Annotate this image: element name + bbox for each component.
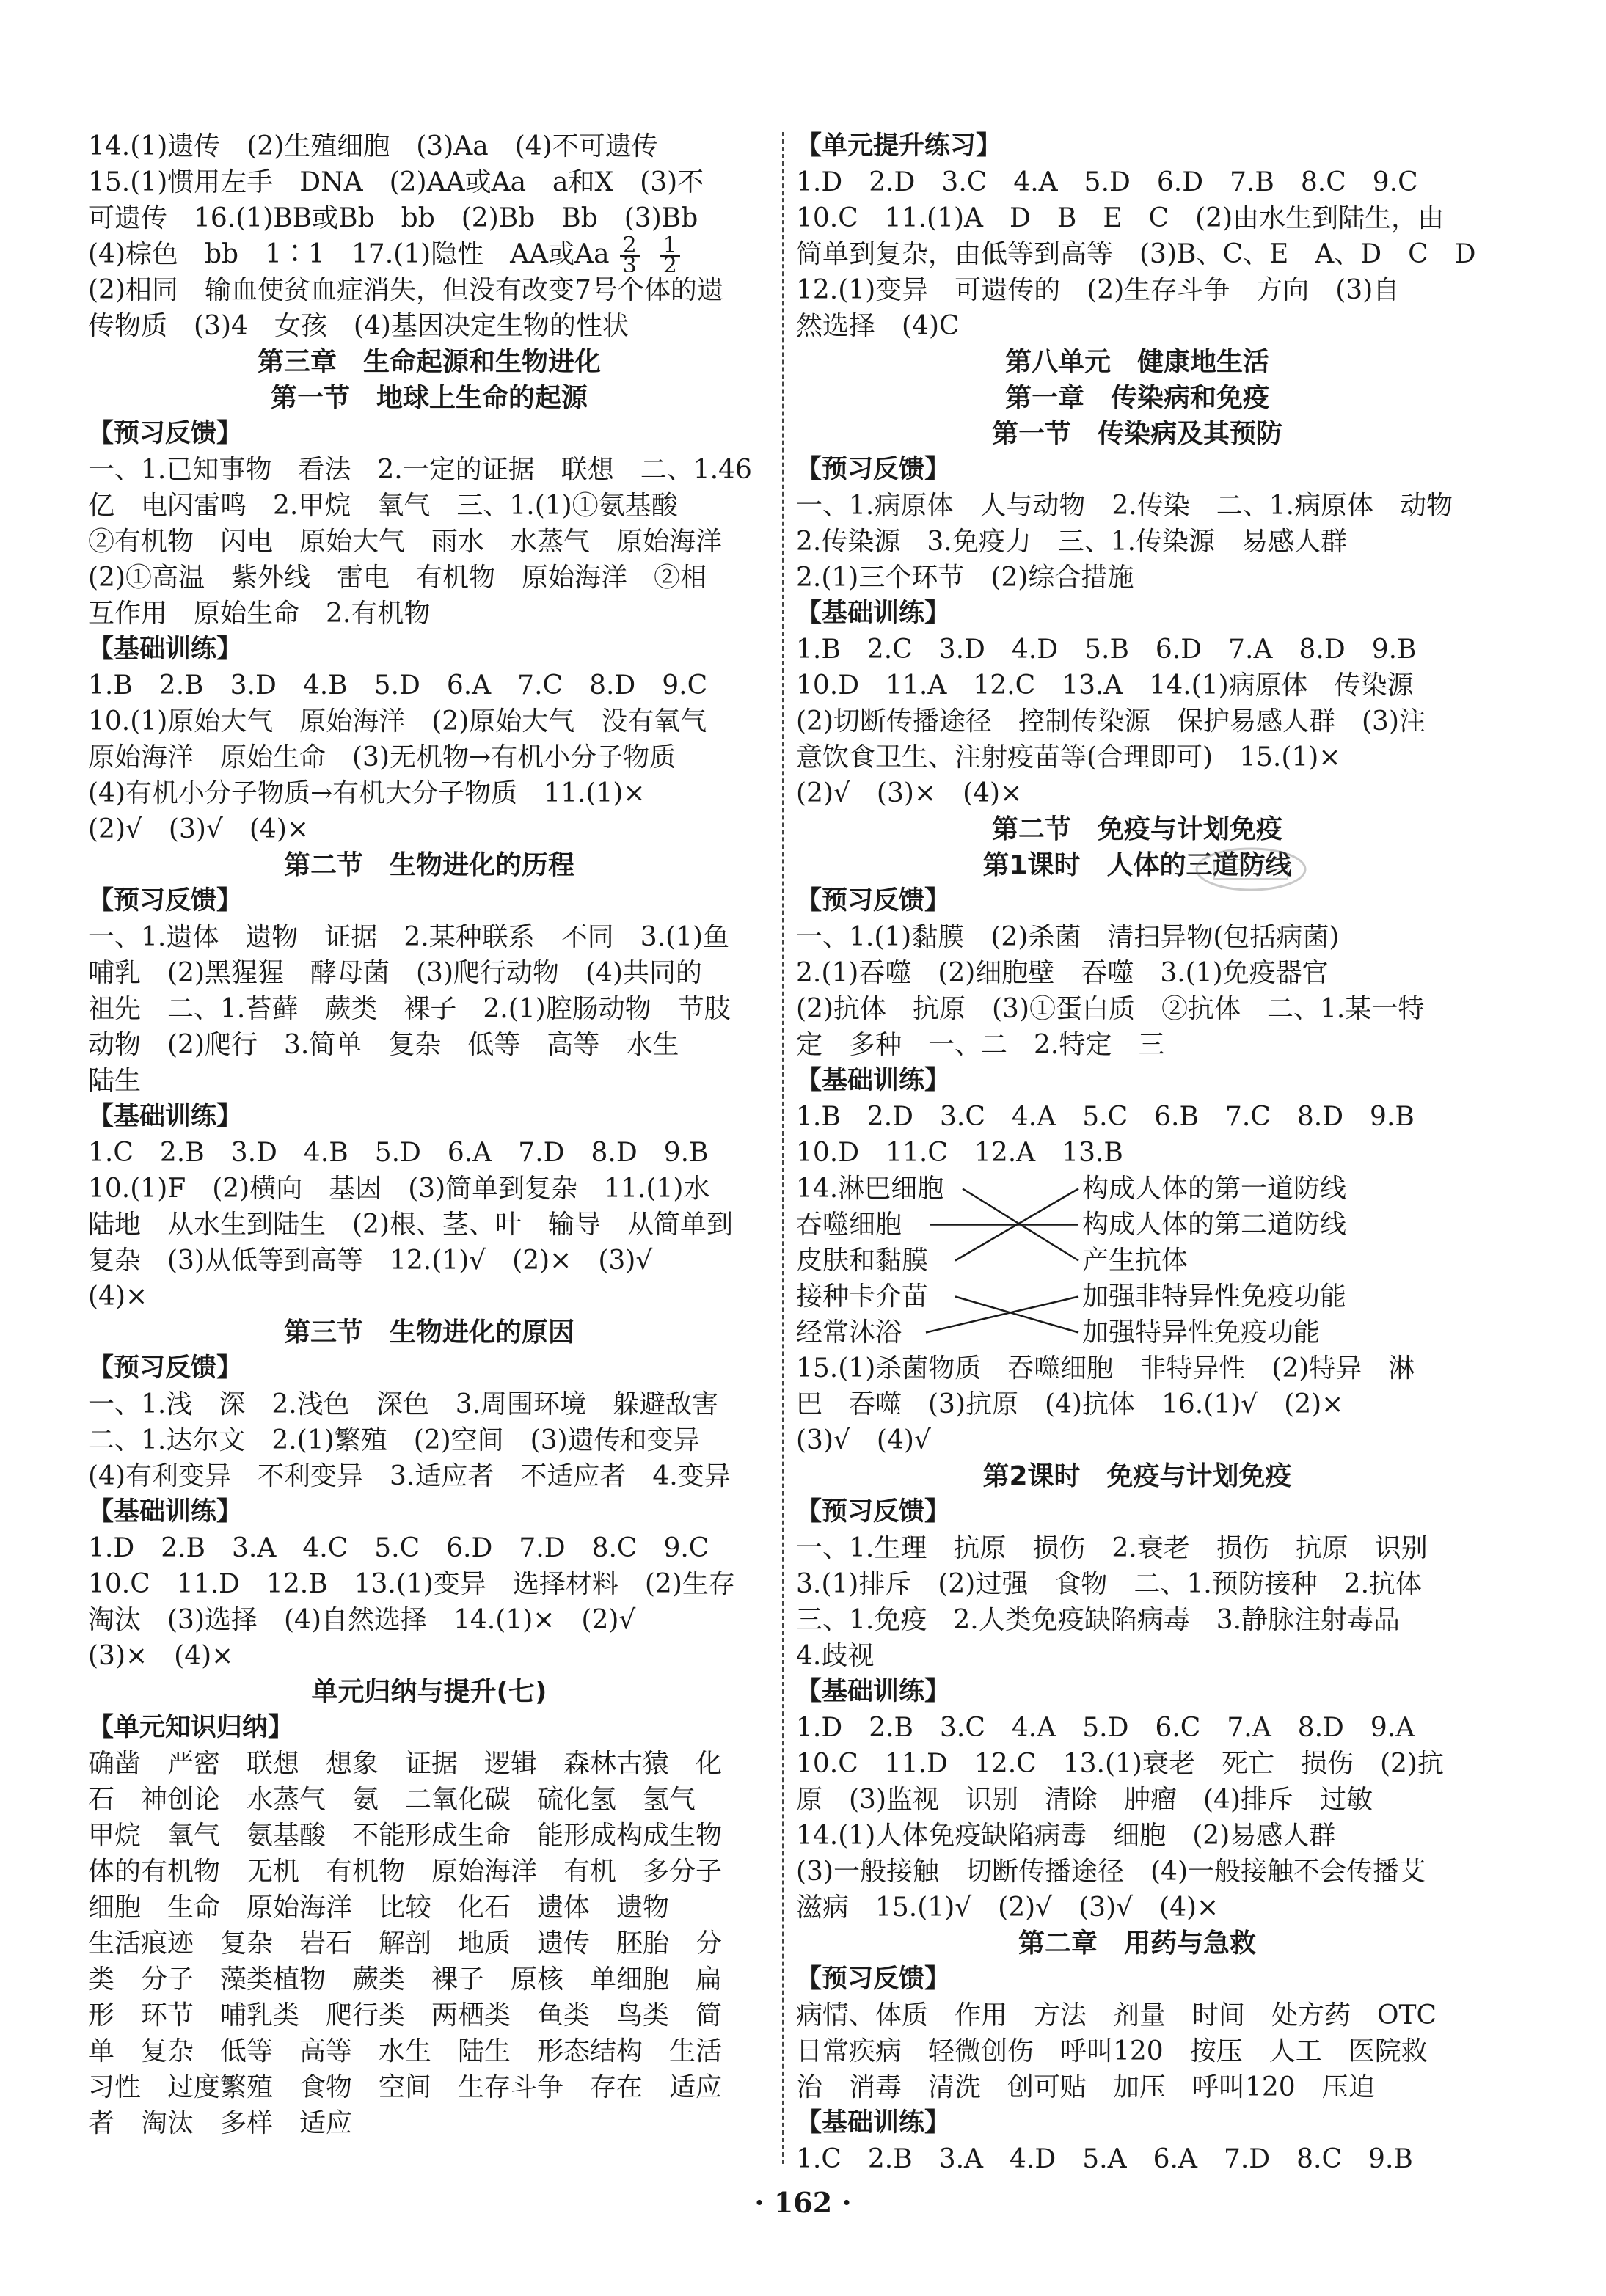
section-heading: 单元归纳与提升(七) xyxy=(311,1677,547,1707)
answer-line: 确凿 严密 联想 想象 证据 逻辑 森林古猿 化 xyxy=(88,1749,723,1779)
answer-line: (3)× (4)× xyxy=(88,1641,234,1671)
answer-line: 10.(1)原始大气 原始海洋 (2)原始大气 没有氧气 xyxy=(88,706,707,736)
answer-line: 1.C 2.B 3.D 4.B 5.D 6.A 7.D 8.D 9.B xyxy=(88,1138,709,1168)
subsection-label: 【预习反馈】 xyxy=(796,1497,951,1527)
right-column-upper xyxy=(796,128,1478,1171)
column-divider xyxy=(782,132,784,2164)
page-number: · 162 · xyxy=(754,2186,852,2219)
answer-line: (4)× xyxy=(88,1282,148,1312)
answer-line: 1.D 2.D 3.C 4.A 5.D 6.D 7.B 8.C 9.C xyxy=(796,167,1418,197)
answer-line: 治 消毒 清洗 创可贴 加压 呼叫120 压迫 xyxy=(796,2072,1375,2102)
answer-line: 1.D 2.B 3.C 4.A 5.D 6.C 7.A 8.D 9.A xyxy=(796,1713,1415,1743)
subsection-label: 【单元知识归纳】 xyxy=(88,1713,294,1742)
answer-line: 10.D 11.A 12.C 13.A 14.(1)病原体 传染源 xyxy=(796,670,1414,701)
answer-line: 传物质 (3)4 女孩 (4)基因决定生物的性状 xyxy=(88,311,629,341)
answer-line: 10.D 11.C 12.A 13.B xyxy=(796,1138,1123,1168)
answer-line: 巴 吞噬 (3)抗原 (4)抗体 16.(1)√ (2)× xyxy=(796,1389,1344,1419)
subsection-label: 【基础训练】 xyxy=(796,2108,951,2138)
subsection-label: 【预习反馈】 xyxy=(796,886,951,915)
answer-line: (4)有机小分子物质→有机大分子物质 11.(1)× xyxy=(88,778,646,808)
subsection-label: 【基础训练】 xyxy=(796,599,951,628)
answer-line: 定 多种 一、二 2.特定 三 xyxy=(796,1030,1165,1060)
subsection-label: 【基础训练】 xyxy=(796,1677,951,1706)
match-right-item: 加强非特异性免疫功能 xyxy=(1082,1282,1347,1312)
answer-line: 淘汰 (3)选择 (4)自然选择 14.(1)× (2)√ xyxy=(88,1605,636,1635)
answer-line: 14.(1)遗传 (2)生殖细胞 (3)Aa (4)不可遗传 xyxy=(88,131,658,161)
answer-line: 病情、体质 作用 方法 剂量 时间 处方药 OTC xyxy=(796,2000,1437,2030)
match-right-item: 产生抗体 xyxy=(1082,1246,1189,1276)
answer-line: (2)切断传播途径 控制传染源 保护易感人群 (3)注 xyxy=(796,706,1426,736)
answer-line: 哺乳 (2)黑猩猩 酵母菌 (3)爬行动物 (4)共同的 xyxy=(88,958,702,988)
answer-line: (2)√ (3)× (4)× xyxy=(796,778,1023,808)
answer-line: 15.(1)杀菌物质 吞噬细胞 非特异性 (2)特异 淋 xyxy=(796,1353,1415,1383)
subsection-label: 【预习反馈】 xyxy=(796,455,951,484)
answer-line: 亿 电闪雷鸣 2.甲烷 氧气 三、1.(1)①氨基酸 xyxy=(88,491,678,521)
answer-line: 可遗传 16.(1)BB或Bb bb (2)Bb Bb (3)Bb xyxy=(88,203,698,233)
answer-line: 2.(1)吞噬 (2)细胞壁 吞噬 3.(1)免疫器官 xyxy=(796,958,1329,988)
answer-line: 甲烷 氧气 氨基酸 不能形成生命 能形成构成生物 xyxy=(88,1821,723,1851)
answer-line: 10.(1)F (2)横向 基因 (3)简单到复杂 11.(1)水 xyxy=(88,1174,710,1204)
section-heading: 第二节 生物进化的历程 xyxy=(283,850,574,880)
answer-line: 动物 (2)爬行 3.简单 复杂 低等 高等 水生 xyxy=(88,1030,679,1060)
answer-text: (4)棕色 bb 1∶1 17.(1)隐性 AA或Aa xyxy=(88,239,610,269)
answer-line: 4.歧视 xyxy=(796,1641,875,1671)
section-heading: 第二章 用药与急救 xyxy=(1018,1928,1256,1959)
subsection-label: 【预习反馈】 xyxy=(88,1353,243,1383)
answer-line xyxy=(88,236,770,272)
subsection-label: 【预习反馈】 xyxy=(88,419,243,448)
answer-line: 形 环节 哺乳类 爬行类 两栖类 鱼类 鸟类 简 xyxy=(88,2000,723,2030)
answer-line: 10.C 11.(1)A D B E C (2)由水生到陆生，由 xyxy=(796,203,1445,233)
answer-line: 1.B 2.D 3.C 4.A 5.C 6.B 7.C 8.D 9.B xyxy=(796,1102,1415,1132)
answer-line: 体的有机物 无机 有机物 原始海洋 有机 多分子 xyxy=(88,1857,723,1887)
subsection-label: 【基础训练】 xyxy=(88,1497,243,1527)
answer-line: (2)相同 输血使贫血症消失，但没有改变7号个体的遗 xyxy=(88,275,723,305)
answer-line: 2.传染源 3.免疫力 三、1.传染源 易感人群 xyxy=(796,527,1348,557)
section-heading: 第一节 传染病及其预防 xyxy=(991,419,1282,449)
answer-line: 1.C 2.B 3.A 4.D 5.A 6.A 7.D 8.C 9.B xyxy=(796,2144,1413,2174)
answer-line: 简单到复杂，由低等到高等 (3)B、C、E A、D C D xyxy=(796,239,1476,269)
answer-line: 滋病 15.(1)√ (2)√ (3)√ (4)× xyxy=(796,1893,1219,1923)
answer-line: 一、1.浅 深 2.浅色 深色 3.周围环境 躲避敌害 xyxy=(88,1389,719,1419)
matching-diagram xyxy=(796,1171,1478,1350)
right-column-lower xyxy=(796,1350,1478,2177)
match-left-item: 吞噬细胞 xyxy=(796,1210,902,1240)
section-heading: 第二节 免疫与计划免疫 xyxy=(991,814,1282,844)
answer-line: 3.(1)排斥 (2)过强 食物 二、1.预防接种 2.抗体 xyxy=(796,1569,1423,1599)
match-right-item: 构成人体的第二道防线 xyxy=(1082,1210,1347,1240)
answer-line: (2)①高温 紫外线 雷电 有机物 原始海洋 ②相 xyxy=(88,563,707,593)
subsection-label: 【基础训练】 xyxy=(88,635,243,664)
answer-line: 1.B 2.C 3.D 4.D 5.B 6.D 7.A 8.D 9.B xyxy=(796,635,1417,665)
fraction-numerator: 2 xyxy=(620,236,640,257)
fraction xyxy=(660,236,680,272)
answer-line: 石 神创论 水蒸气 氨 二氧化碳 硫化氢 氢气 xyxy=(88,1785,696,1815)
answer-line: 一、1.已知事物 看法 2.一定的证据 联想 二、1.46 xyxy=(88,455,752,485)
answer-line: 陆地 从水生到陆生 (2)根、茎、叶 输导 从简单到 xyxy=(88,1210,733,1240)
section-heading: 第一节 地球上生命的起源 xyxy=(270,383,588,413)
answer-line: 然选择 (4)C xyxy=(796,311,960,341)
watermark-stamp-icon xyxy=(1192,844,1310,895)
section-heading: 第三章 生命起源和生物进化 xyxy=(257,347,601,377)
section-heading: 第一章 传染病和免疫 xyxy=(1004,383,1269,413)
answer-line: 者 淘汰 多样 适应 xyxy=(88,2108,353,2138)
answer-line: 单 复杂 低等 高等 水生 陆生 形态结构 生活 xyxy=(88,2036,723,2066)
answer-line: (2)抗体 抗原 (3)①蛋白质 ②抗体 二、1.某一特 xyxy=(796,994,1425,1024)
left-column xyxy=(88,128,770,2141)
fraction-denominator: 2 xyxy=(663,253,677,272)
answer-line: 日常疾病 轻微创伤 呼叫120 按压 人工 医院救 xyxy=(796,2036,1428,2066)
answer-line: 12.(1)变异 可遗传的 (2)生存斗争 方向 (3)自 xyxy=(796,275,1400,305)
answer-line: 15.(1)惯用左手 DNA (2)AA或Aa a和X (3)不 xyxy=(88,167,704,197)
answer-line: 1.B 2.B 3.D 4.B 5.D 6.A 7.C 8.D 9.C xyxy=(88,670,708,701)
answer-line: ②有机物 闪电 原始大气 雨水 水蒸气 原始海洋 xyxy=(88,527,723,557)
subsection-label: 【预习反馈】 xyxy=(796,1964,951,1994)
match-line xyxy=(955,1297,1078,1333)
subsection-label: 【基础训练】 xyxy=(796,1066,951,1095)
answer-line: 一、1.遗体 遗物 证据 2.某种联系 不同 3.(1)鱼 xyxy=(88,922,730,952)
match-left-item: 14.淋巴细胞 xyxy=(796,1174,944,1204)
answer-line: 一、1.(1)黏膜 (2)杀菌 清扫异物(包括病菌) xyxy=(796,922,1340,952)
answer-line: (2)√ (3)√ (4)× xyxy=(88,814,310,844)
answer-line: 一、1.生理 抗原 损伤 2.衰老 损伤 抗原 识别 xyxy=(796,1533,1428,1563)
right-column xyxy=(796,128,1478,2177)
answer-line: 生活痕迹 复杂 岩石 解剖 地质 遗传 胚胎 分 xyxy=(88,1928,723,1959)
answer-line: 祖先 二、1.苔藓 蕨类 裸子 2.(1)腔肠动物 节肢 xyxy=(88,994,731,1024)
section-heading: 第1课时 人体的三道防线 xyxy=(982,850,1292,880)
answer-line: 二、1.达尔文 2.(1)繁殖 (2)空间 (3)遗传和变异 xyxy=(88,1425,700,1455)
answer-line: 2.(1)三个环节 (2)综合措施 xyxy=(796,563,1134,593)
fraction-denominator: 3 xyxy=(622,253,637,272)
answer-line: 10.C 11.D 12.B 13.(1)变异 选择材料 (2)生存 xyxy=(88,1569,735,1599)
match-right-item: 构成人体的第一道防线 xyxy=(1082,1174,1347,1204)
section-heading: 第2课时 免疫与计划免疫 xyxy=(982,1461,1292,1491)
answer-line: 一、1.病原体 人与动物 2.传染 二、1.病原体 动物 xyxy=(796,491,1453,521)
answer-line: 类 分子 藻类植物 蕨类 裸子 原核 单细胞 扁 xyxy=(88,1964,723,1995)
fraction-numerator: 1 xyxy=(660,236,680,257)
answer-line: 三、1.免疫 2.人类免疫缺陷病毒 3.静脉注射毒品 xyxy=(796,1605,1401,1635)
match-left-item: 皮肤和黏膜 xyxy=(796,1246,929,1276)
answer-line: 细胞 生命 原始海洋 比较 化石 遗体 遗物 xyxy=(88,1893,670,1923)
answer-line: 14.(1)人体免疫缺陷病毒 细胞 (2)易感人群 xyxy=(796,1821,1336,1851)
answer-line: (4)有利变异 不利变异 3.适应者 不适应者 4.变异 xyxy=(88,1461,731,1491)
match-right-item: 加强特异性免疫功能 xyxy=(1082,1317,1321,1348)
answer-line: 复杂 (3)从低等到高等 12.(1)√ (2)× (3)√ xyxy=(88,1246,653,1276)
answer-line: 原始海洋 原始生命 (3)无机物→有机小分子物质 xyxy=(88,742,676,772)
subsection-label: 【基础训练】 xyxy=(88,1102,243,1131)
answer-line: 习性 过度繁殖 食物 空间 生存斗争 存在 适应 xyxy=(88,2072,723,2102)
match-line xyxy=(926,1297,1078,1333)
subsection-label: 【单元提升练习】 xyxy=(796,131,1002,161)
answer-line: 陆生 xyxy=(88,1066,142,1096)
section-heading: 第八单元 健康地生活 xyxy=(1004,347,1269,377)
answer-line: 10.C 11.D 12.C 13.(1)衰老 死亡 损伤 (2)抗 xyxy=(796,1749,1444,1779)
answer-line: 意饮食卫生、注射疫苗等(合理即可) 15.(1)× xyxy=(796,742,1341,772)
fraction xyxy=(620,236,640,272)
match-left-item: 经常沐浴 xyxy=(796,1317,902,1348)
answer-line: (3)一般接触 切断传播途径 (4)一般接触不会传播艾 xyxy=(796,1857,1426,1887)
subsection-label: 【预习反馈】 xyxy=(88,886,243,915)
section-heading: 第三节 生物进化的原因 xyxy=(283,1317,574,1348)
answer-line: 1.D 2.B 3.A 4.C 5.C 6.D 7.D 8.C 9.C xyxy=(88,1533,709,1563)
match-left-item: 接种卡介苗 xyxy=(796,1282,929,1312)
answer-line: 互作用 原始生命 2.有机物 xyxy=(88,599,431,629)
answer-line: (3)√ (4)√ xyxy=(796,1425,931,1455)
answer-line: 原 (3)监视 识别 清除 肿瘤 (4)排斥 过敏 xyxy=(796,1785,1373,1815)
